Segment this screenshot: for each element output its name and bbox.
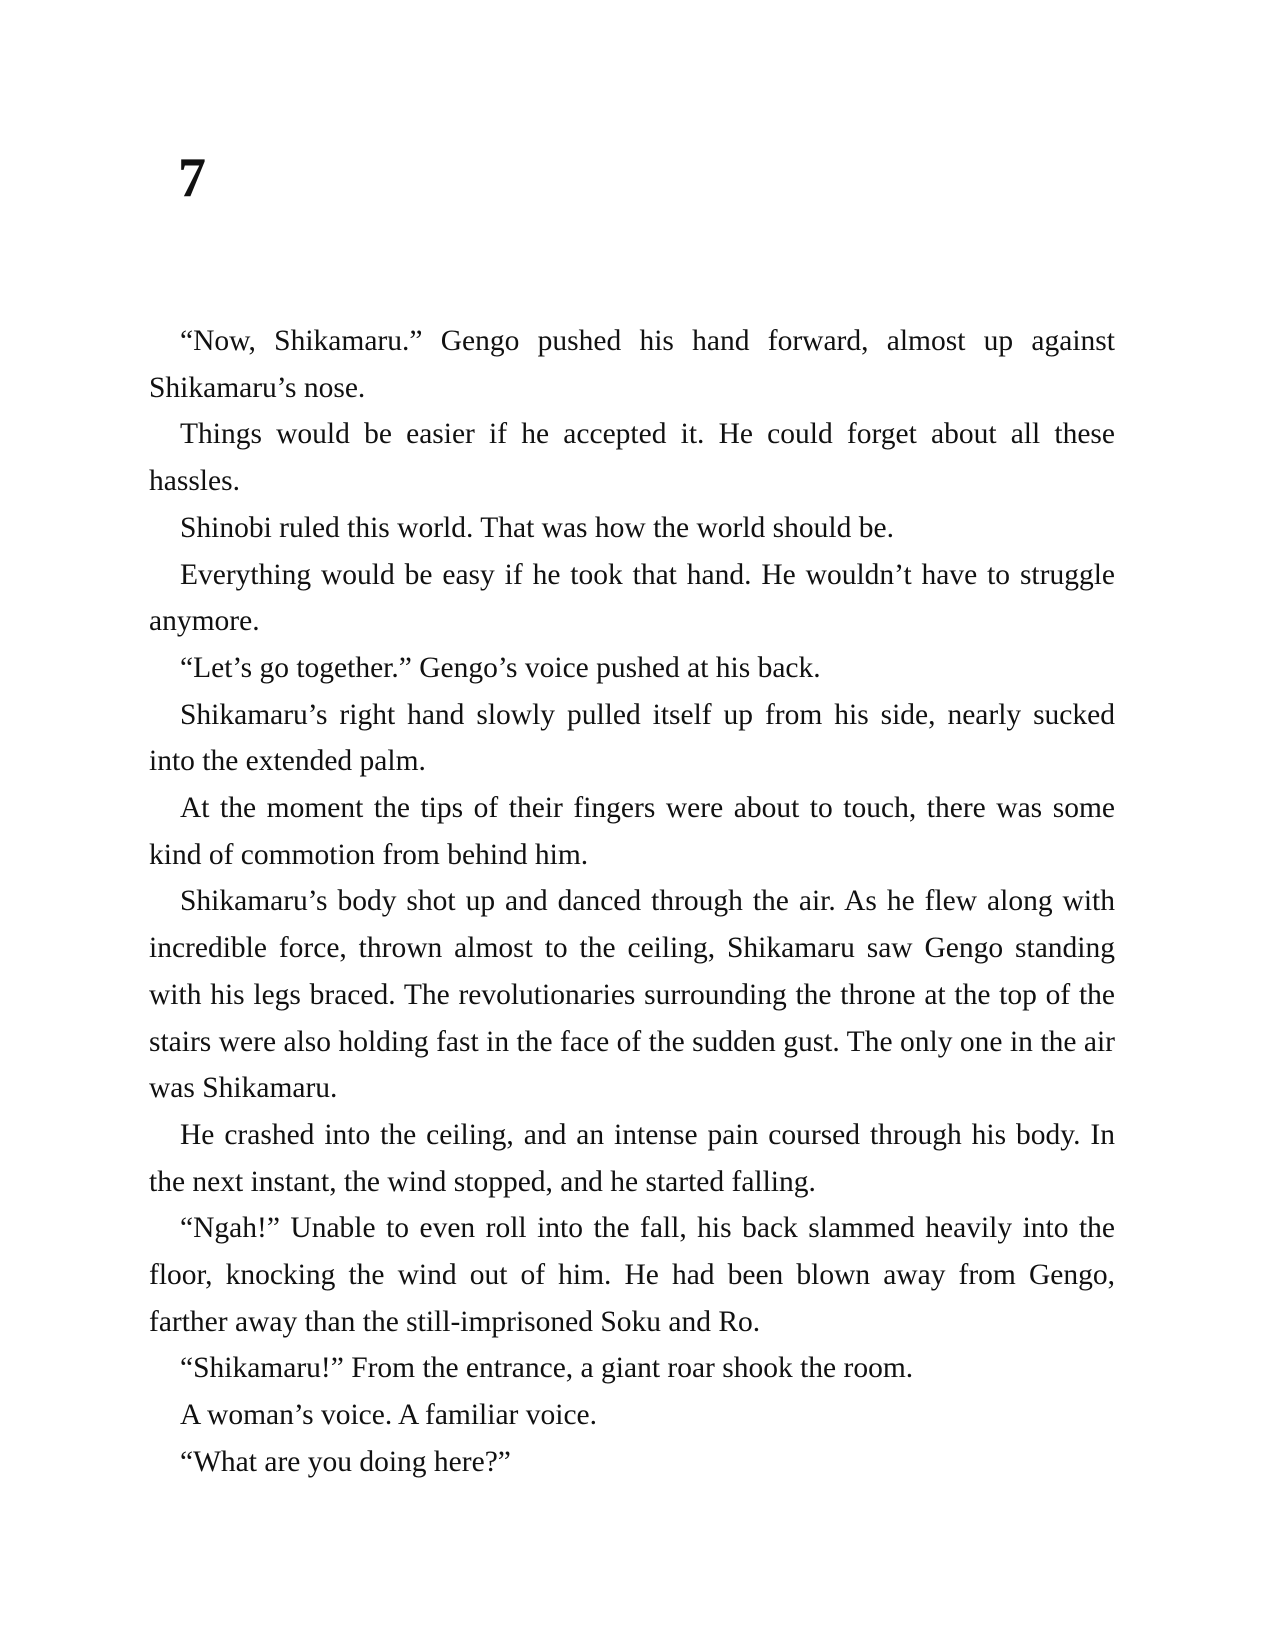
paragraph: At the moment the tips of their fingers were about to touch, there was some kind of commotion from behind him. xyxy=(149,792,1115,871)
paragraph: “Now, Shikamaru.” Gengo pushed his hand forward, almost up against Shikamaru’s nose. xyxy=(149,325,1115,404)
paragraph: He crashed into the ceiling, and an intense pain coursed through his body. In the next instant, the wind stopped, and he started falling. xyxy=(149,1118,1115,1198)
paragraph: “Shikamaru!” From the entrance, a giant roar shook the room. xyxy=(180,1352,914,1385)
chapter-number: 7 xyxy=(178,147,206,209)
paragraph: “Ngah!” Unable to even roll into the fall, his back slammed heavily into the floor, knocking the wind out of him. He had been blown away from Gengo, farther away than the still-imprisoned Soku and Ro. xyxy=(149,1212,1115,1338)
chapter-body xyxy=(149,318,1115,1486)
paragraph: Everything would be easy if he took that hand. He wouldn’t have to struggle anymore. xyxy=(149,558,1115,638)
paragraph: Shikamaru’s body shot up and danced through the air. As he flew along with incredible force, thrown almost to the ceiling, Shikamaru saw Gengo standing with his legs braced. The revolutionaries surrounding the throne at the top of the stairs were also holding fast in the face of the sudden gust. The only one in the air was Shikamaru. xyxy=(149,885,1115,1105)
paragraph: Things would be easier if he accepted it. He could forget about all these hassles. xyxy=(149,418,1115,498)
paragraph: A woman’s voice. A familiar voice. xyxy=(180,1399,598,1432)
paragraph: “Let’s go together.” Gengo’s voice pushed at his back. xyxy=(180,651,821,684)
paragraph: Shikamaru’s right hand slowly pulled itself up from his side, nearly sucked into the extended palm. xyxy=(149,698,1115,778)
paragraph: “What are you doing here?” xyxy=(180,1445,511,1478)
paragraph: Shinobi ruled this world. That was how the world should be. xyxy=(180,511,894,544)
